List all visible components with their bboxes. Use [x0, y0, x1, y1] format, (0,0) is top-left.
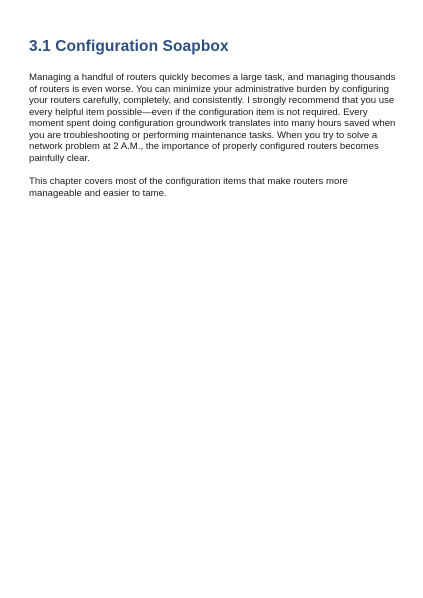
body-paragraph-1: Managing a handful of routers quickly becomes a large task, and managing thousands of routers is even worse. You can minimize your administrative burden by configuring your routers carefully, completely, and consistently. I strongly recommend that you use every helpful item possible—even if the configuration item is not required. Every moment spent doing configuration groundwork translates into many hours saved when you are troubleshooting or performing maintenance tasks. When you try to solve a network problem at 2 A.M., the importance of properly configured routers becomes painfully clear. [29, 72, 396, 164]
body-paragraph-2: This chapter covers most of the configuration items that make routers more manageable and easier to tame. [29, 176, 348, 199]
section-heading: 3.1 Configuration Soapbox [29, 38, 229, 55]
page-content [29, 38, 401, 199]
